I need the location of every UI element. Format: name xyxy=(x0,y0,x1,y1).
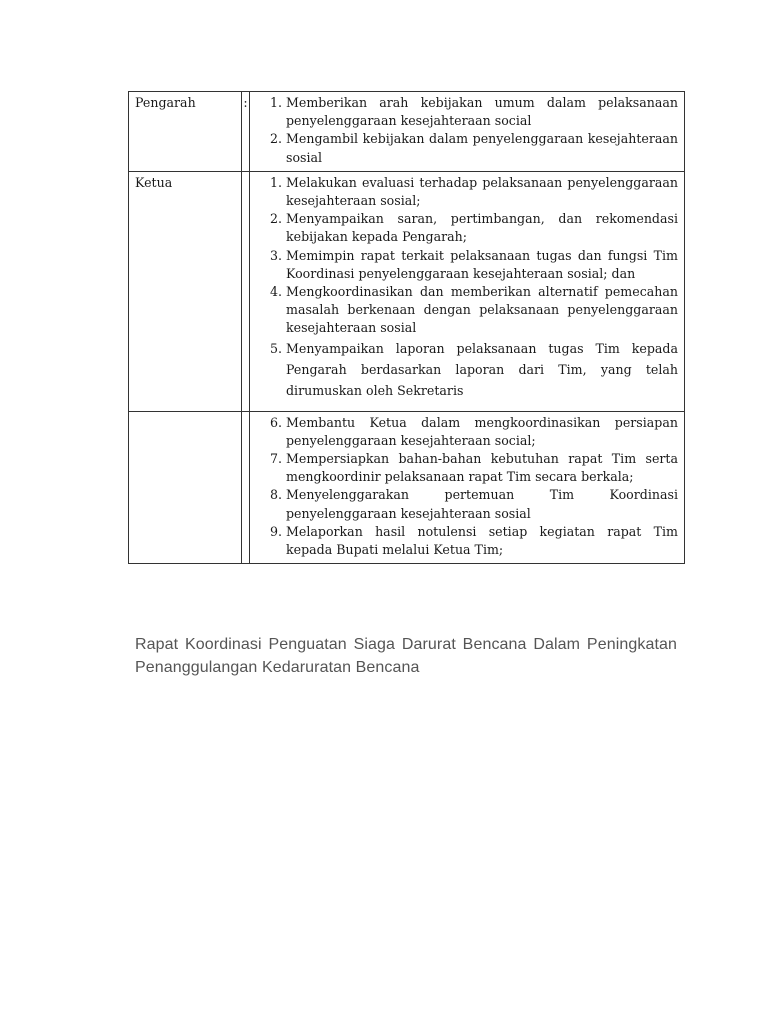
item-number: 2. xyxy=(269,211,282,227)
item-number: 1. xyxy=(269,174,282,190)
task-list xyxy=(260,94,678,167)
list-item xyxy=(260,247,678,283)
list-item xyxy=(260,486,678,522)
tasks-cell xyxy=(250,92,685,172)
item-number: 2. xyxy=(269,131,282,147)
colon-cell xyxy=(242,171,250,411)
colon-cell: : xyxy=(242,92,250,172)
role-cell: Pengarah xyxy=(129,92,242,172)
list-item xyxy=(260,283,678,338)
list-item xyxy=(260,523,678,559)
task-list xyxy=(260,414,678,560)
list-item xyxy=(260,338,678,401)
item-text: Menyelenggarakan pertemuan Tim Koordinasi penyelenggaraan kesejahteraan sosial xyxy=(286,487,678,521)
item-number: 7. xyxy=(269,451,282,467)
duties-table xyxy=(128,91,685,564)
item-text: Menyampaikan laporan pelaksanaan tugas Tim kepada Pengarah berdasarkan laporan dari Tim, yang telah dirumuskan oleh Sekretaris xyxy=(286,340,678,398)
item-text: Mengambil kebijakan dalam penyelenggaraan kesejahteraan sosial xyxy=(286,131,678,165)
table-row-pengarah xyxy=(129,92,685,172)
tasks-cell xyxy=(250,171,685,411)
role-cell: Ketua xyxy=(129,171,242,411)
item-number: 9. xyxy=(269,523,282,539)
list-item xyxy=(260,94,678,130)
item-number: 1. xyxy=(269,95,282,110)
item-text: Membantu Ketua dalam mengkoordinasikan persiapan penyelenggaraan kesejahteraan social; xyxy=(286,414,678,448)
list-item xyxy=(260,210,678,246)
list-item xyxy=(260,450,678,486)
item-text: Menyampaikan saran, pertimbangan, dan rekomendasi kebijakan kepada Pengarah; xyxy=(286,211,678,245)
item-text: Melakukan evaluasi terhadap pelaksanaan penyelenggaraan kesejahteraan sosial; xyxy=(286,174,678,209)
item-number: 4. xyxy=(269,284,282,300)
item-text: Memberikan arah kebijakan umum dalam pelaksanaan penyelenggaraan kesejahteraan social xyxy=(286,95,678,129)
role-cell xyxy=(129,411,242,564)
table-row-continuation xyxy=(129,411,685,564)
item-number: 6. xyxy=(269,414,282,430)
colon-cell xyxy=(242,411,250,564)
task-list xyxy=(260,174,678,401)
table-row-ketua xyxy=(129,171,685,411)
item-text: Melaporkan hasil notulensi setiap kegiatan rapat Tim kepada Bupati melalui Ketua Tim; xyxy=(286,523,678,558)
item-text: Mempersiapkan bahan-bahan kebutuhan rapat Tim serta mengkoordinir pelaksanaan rapat Tim secara berkala; xyxy=(286,451,678,485)
tasks-cell xyxy=(250,411,685,564)
item-number: 5. xyxy=(269,340,282,356)
list-item xyxy=(260,130,678,166)
item-number: 8. xyxy=(269,487,282,503)
list-item xyxy=(260,414,678,450)
item-text: Memimpin rapat terkait pelaksanaan tugas dan fungsi Tim Koordinasi penyelenggaraan kesejahteraan sosial; dan xyxy=(286,247,678,281)
item-number: 3. xyxy=(269,247,282,263)
list-item xyxy=(260,174,678,210)
document-caption: Rapat Koordinasi Penguatan Siaga Darurat Bencana Dalam Peningkatan Penanggulangan Kedaruratan Bencana xyxy=(135,636,677,676)
item-text: Mengkoordinasikan dan memberikan alternatif pemecahan masalah berkenaan dengan pelaksanaan penyelenggaraan kesejahteraan sosial xyxy=(286,284,678,336)
